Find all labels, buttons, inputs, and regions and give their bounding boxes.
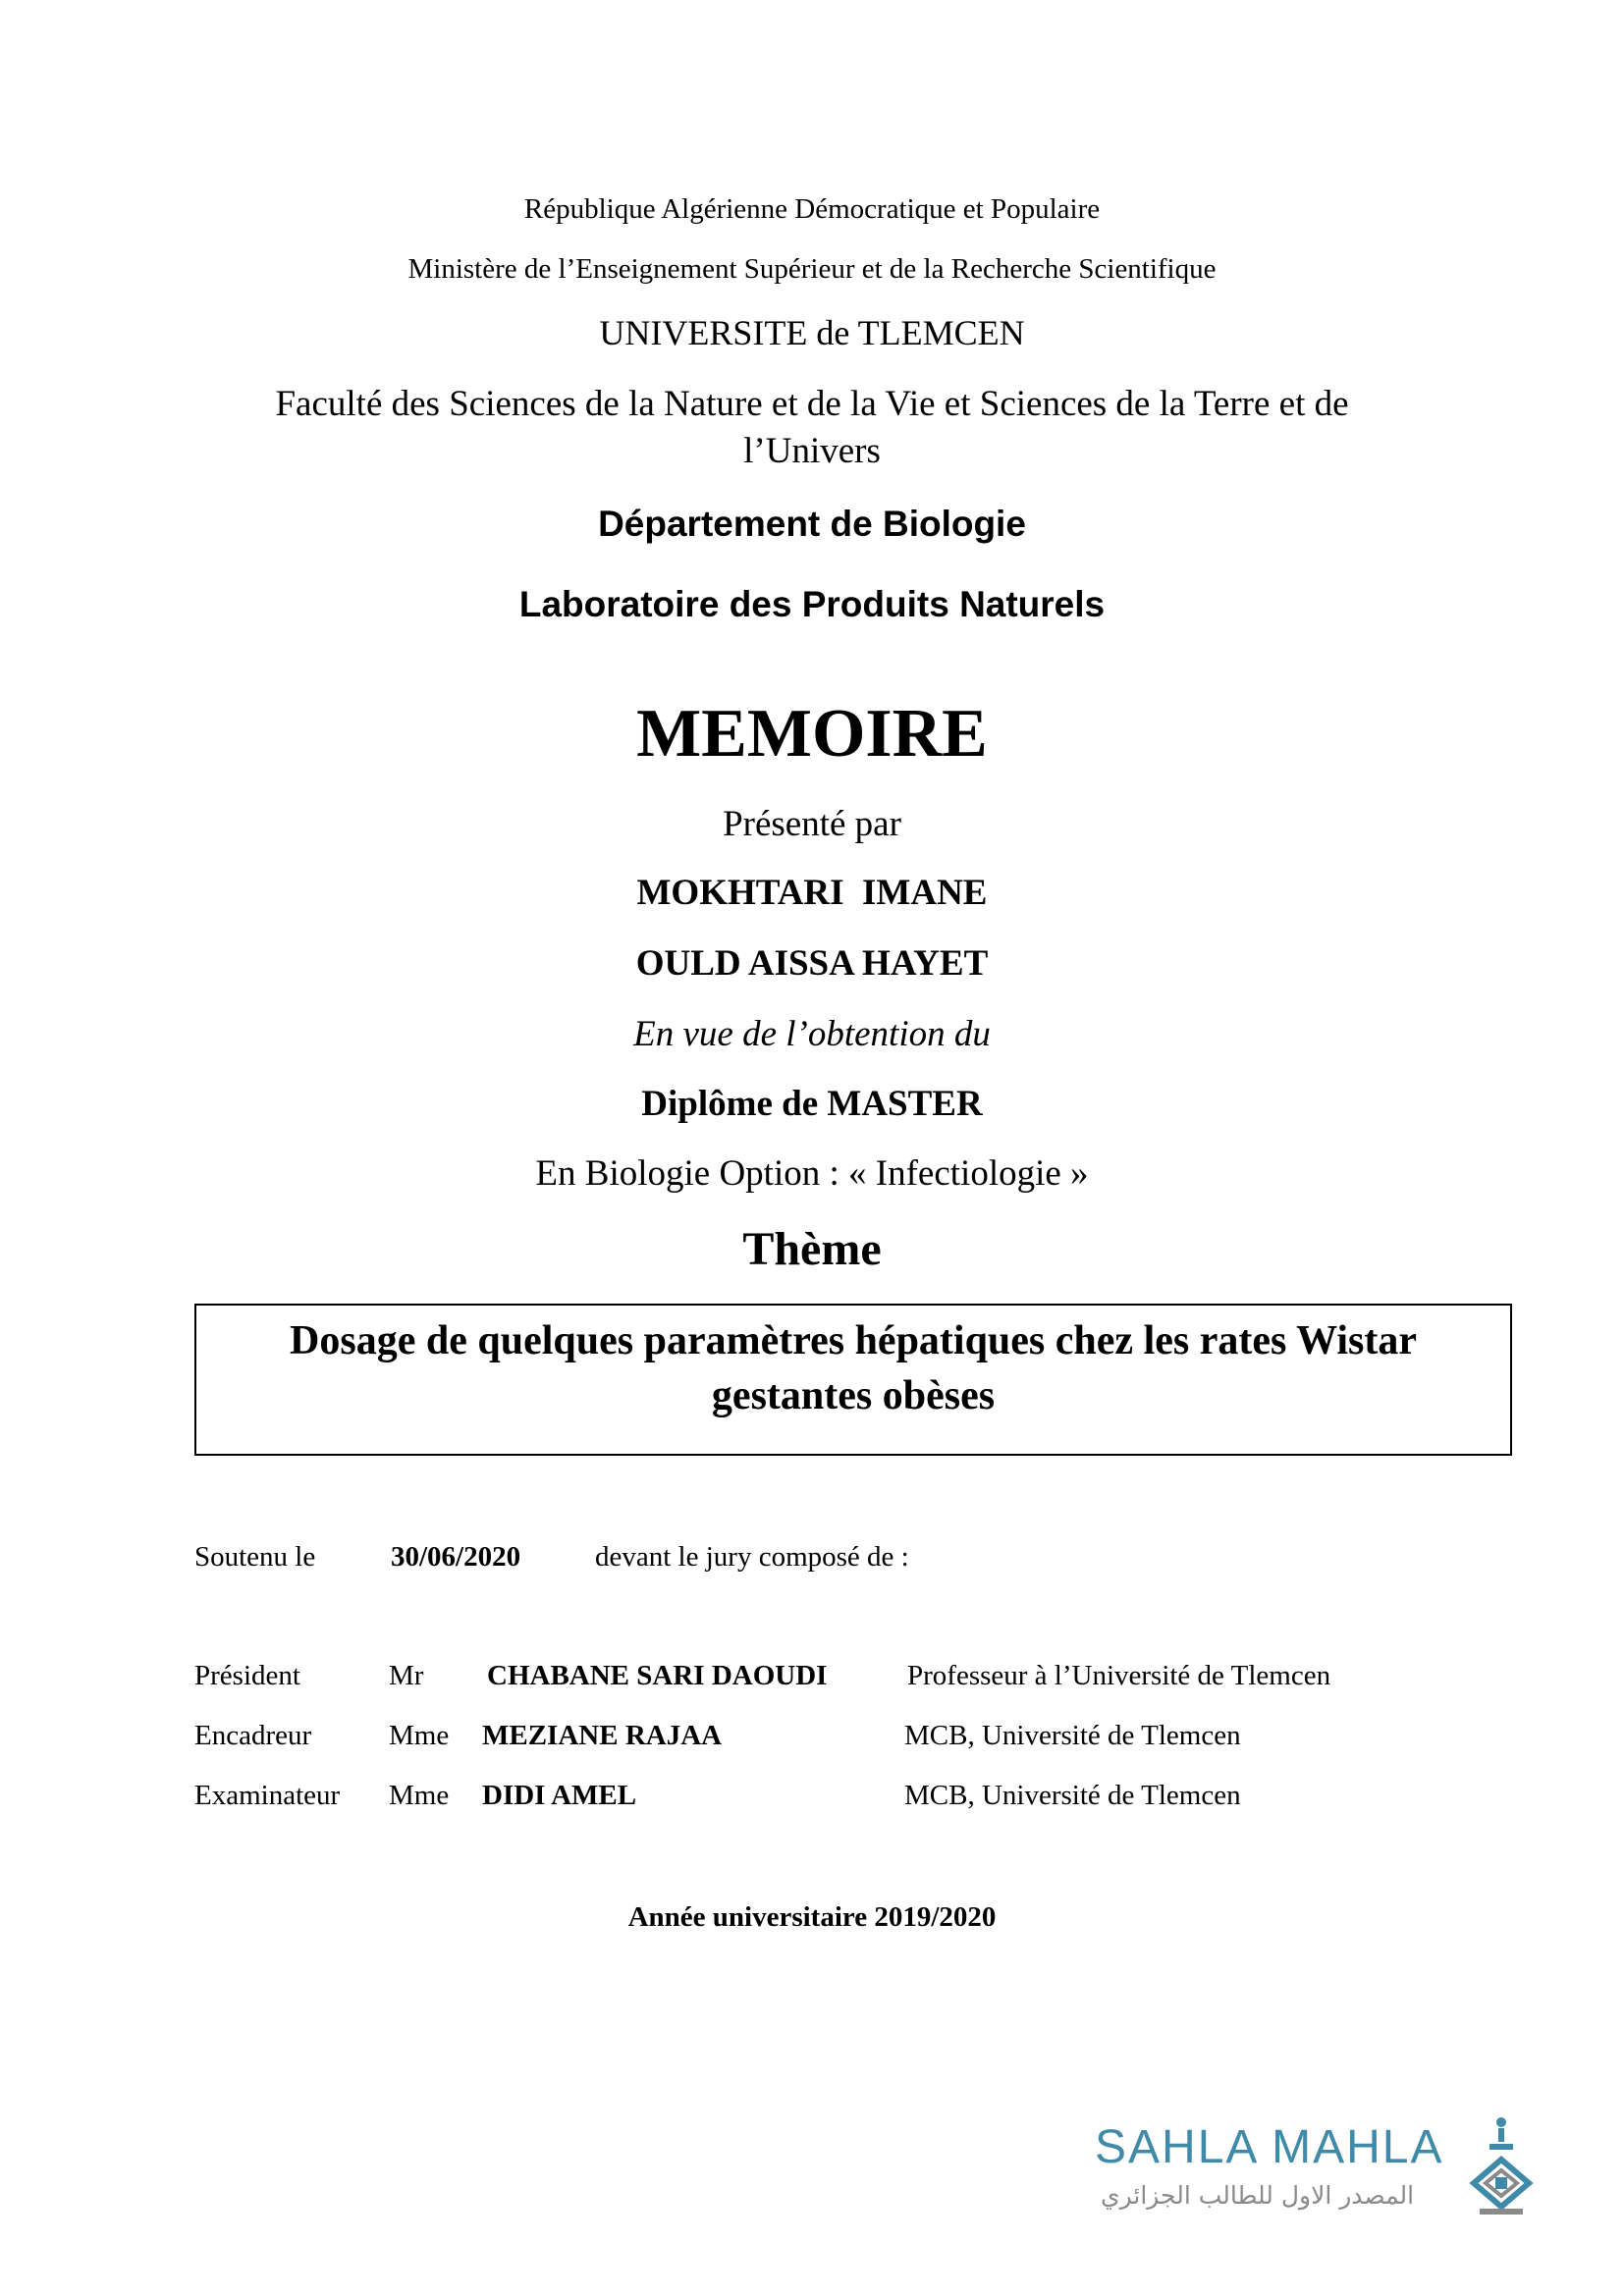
theme-title-line-2: gestantes obèses [711, 1373, 996, 1418]
jury-intro: devant le jury composé de : [595, 1541, 909, 1573]
theme-label: Thème [742, 1223, 882, 1275]
theme-title [196, 1313, 1510, 1423]
jury-position: MCB, Université de Tlemcen [904, 1780, 1241, 1811]
academic-year: Année universitaire 2019/2020 [627, 1901, 997, 1933]
jury-row-supervisor [0, 1720, 1624, 1759]
sahla-mahla-logo [1095, 2120, 1542, 2228]
republic-line: République Algérienne Démocratique et Populaire [523, 193, 1101, 225]
jury-name: CHABANE SARI DAOUDI [487, 1660, 828, 1691]
jury-position: MCB, Université de Tlemcen [904, 1720, 1241, 1751]
jury-name: MEZIANE RAJAA [482, 1720, 723, 1751]
jury-name: DIDI AMEL [482, 1780, 637, 1811]
jury-role: Président [194, 1660, 300, 1691]
presented-by: Présenté par [723, 804, 901, 844]
jury-role: Encadreur [194, 1720, 312, 1751]
logo-tagline: المصدر الاول للطالب الجزائري [1101, 2181, 1415, 2210]
jury-position: Professeur à l’Université de Tlemcen [907, 1660, 1331, 1691]
jury-title: Mme [389, 1780, 450, 1811]
university-name: UNIVERSITE de TLEMCEN [599, 313, 1025, 352]
department-name: Département de Biologie [598, 504, 1026, 544]
theme-box [194, 1304, 1512, 1456]
jury-role: Examinateur [194, 1780, 341, 1811]
jury-row-examiner [0, 1780, 1624, 1819]
jury-row-president [0, 1660, 1624, 1699]
faculty-line-2: l’Univers [743, 431, 881, 471]
jury-title: Mr [389, 1660, 424, 1691]
diploma-line: Diplôme de MASTER [641, 1084, 983, 1124]
jury-title: Mme [389, 1720, 450, 1751]
ministry-line: Ministère de l’Enseignement Supérieur et de la Recherche Scientifique [407, 253, 1217, 285]
option-line: En Biologie Option : « Infectiologie » [535, 1153, 1089, 1194]
defense-label: Soutenu le [194, 1541, 316, 1573]
defense-date: 30/06/2020 [391, 1541, 521, 1573]
logo-brand: SAHLA MAHLA [1095, 2121, 1444, 2173]
author-2: OULD AISSA HAYET [635, 943, 989, 984]
author-1: MOKHTARI IMANE [636, 873, 988, 913]
purpose-line: En vue de l’obtention du [633, 1014, 991, 1054]
logo-emblem-icon [1466, 2114, 1537, 2222]
faculty-line-1: Faculté des Sciences de la Nature et de la Vie et Sciences de la Terre et de [275, 384, 1349, 424]
theme-title-line-1: Dosage de quelques paramètres hépatiques chez les rates Wistar [290, 1318, 1417, 1363]
memoire-title: MEMOIRE [636, 696, 988, 772]
laboratory-name: Laboratoire des Produits Naturels [518, 584, 1106, 624]
